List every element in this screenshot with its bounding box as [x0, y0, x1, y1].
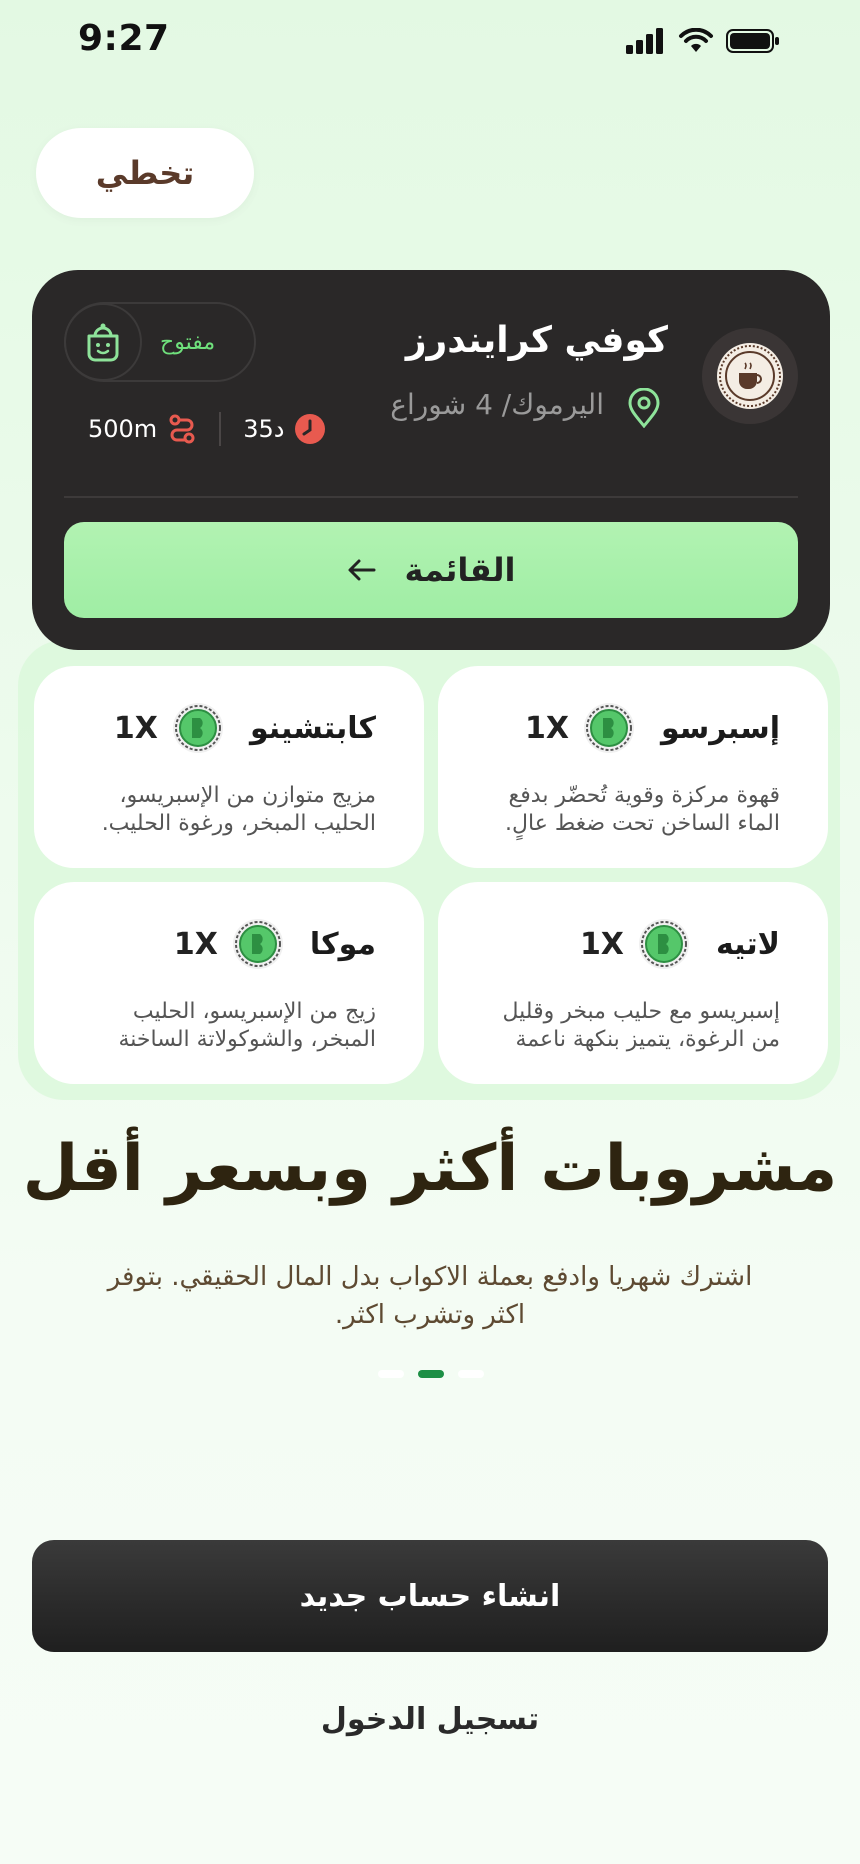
skip-button[interactable]: تخطي — [36, 128, 254, 218]
open-status-badge — [64, 302, 256, 382]
cup-coin-icon — [638, 918, 690, 970]
drink-name: لاتيه — [715, 926, 780, 962]
signal-icon — [626, 28, 666, 54]
shop-face-icon — [64, 303, 142, 381]
cafe-address: اليرموك/ 4 شوراع — [390, 388, 604, 421]
page-indicator — [378, 1370, 484, 1378]
menu-button[interactable] — [64, 522, 798, 618]
page-dot-active[interactable] — [418, 1370, 444, 1378]
drink-multiplier: 1X — [113, 710, 158, 746]
open-status-label: مفتوح — [160, 329, 216, 355]
drink-card-cappuccino[interactable] — [34, 666, 424, 868]
drink-description: زيج من الإسبريسو، الحليب المبخر، والشوكولاتة الساخنة — [118, 999, 376, 1052]
distance-info — [88, 413, 197, 445]
drink-card-latte[interactable] — [438, 882, 828, 1084]
onboarding-subtext: اشترك شهريا وادفع بعملة الاكواب بدل المال الحقيقي. بتوفر اكثر وتشرب اكثر. — [107, 1262, 753, 1330]
cup-coin-icon — [583, 702, 635, 754]
wifi-icon — [678, 28, 714, 54]
drink-multiplier: 1X — [173, 926, 218, 962]
clock-icon — [294, 413, 326, 445]
card-divider — [64, 496, 798, 498]
distance-value: 500m — [88, 415, 158, 443]
drink-card-mocha[interactable] — [34, 882, 424, 1084]
onboarding-headline: مشروبات أكثر وبسعر أقل — [22, 1132, 838, 1206]
arrow-left-icon — [347, 558, 377, 582]
drink-description: قهوة مركزة وقوية تُحضّر بدفع الماء الساخن تحت ضغط عالٍ. — [505, 783, 780, 836]
drink-multiplier: 1X — [524, 710, 569, 746]
drink-multiplier: 1X — [579, 926, 624, 962]
cafe-logo — [702, 328, 798, 424]
battery-icon — [726, 28, 780, 54]
meta-divider — [219, 412, 221, 446]
coffee-seal-icon — [715, 341, 785, 411]
drink-description: إسبريسو مع حليب مبخر وقليل من الرغوة، يتميز بنكهة ناعمة — [502, 999, 780, 1052]
menu-button-label: القائمة — [404, 551, 516, 589]
cafe-name: كوفي كرايندرز — [405, 320, 668, 361]
drink-name: موكا — [309, 926, 376, 962]
drink-name: كابتشينو — [249, 710, 376, 746]
drink-description: مزيج متوازن من الإسبريسو، الحليب المبخر، ورغوة الحليب. — [101, 783, 376, 836]
status-icons — [626, 28, 780, 54]
create-account-button[interactable]: انشاء حساب جديد — [32, 1540, 828, 1652]
cup-coin-icon — [232, 918, 284, 970]
time-value: 35د — [243, 415, 285, 443]
status-time: 9:27 — [78, 18, 170, 59]
drink-name: إسبرسو — [660, 710, 780, 746]
route-icon — [167, 413, 197, 445]
cup-coin-icon — [172, 702, 224, 754]
drink-card-espresso[interactable] — [438, 666, 828, 868]
page-dot[interactable] — [378, 1370, 404, 1378]
page-dot[interactable] — [458, 1370, 484, 1378]
login-link[interactable]: تسجيل الدخول — [320, 1702, 540, 1737]
location-pin-icon — [626, 388, 662, 428]
time-info — [243, 413, 326, 445]
cafe-meta — [88, 412, 326, 446]
